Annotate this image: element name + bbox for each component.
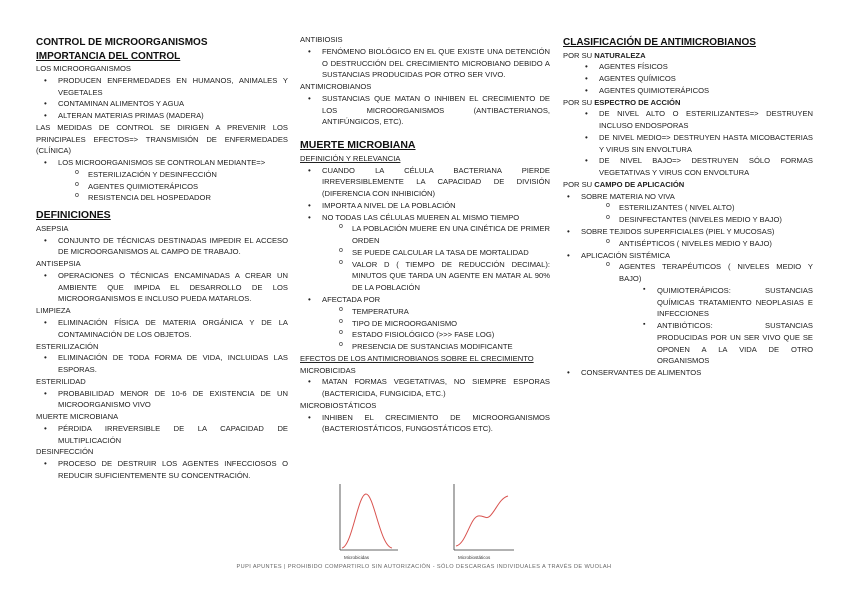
definition-text: • PROCESO DE DESTRUIR LOS AGENTES INFECCIOSOS O REDUCIR SUFICIENTEMENTE SU CONCENTRACIÓN.: [36, 458, 288, 482]
sub-list-item: o ESTERILIZACIÓN Y DESINFECCIÓN: [36, 169, 288, 181]
definition-term: ASEPSIA: [36, 223, 69, 233]
microbicidas-text: • MATAN FORMAS VEGETATIVAS, NO SIEMPRE ESPORAS (BACTERICIDA, FUNGICIDA, ETC.): [300, 376, 550, 400]
sub-list-item: o ANTISÉPTICOS ( NIVELES MEDIO Y BAJO): [563, 238, 813, 250]
campo-heading: [563, 179, 813, 191]
definition-term: LIMPIEZA: [36, 306, 71, 316]
definition-text: • CONJUNTO DE TÉCNICAS DESTINADAS IMPEDIR EL ACCESO DE MICROORGANISMOS AL CAMPO DE TRABAJO.: [36, 235, 288, 259]
list-item: • CUANDO LA CÉLULA BACTERIANA PIERDE IRREVERSIBLEMENTE LA CAPACIDAD DE DIVISIÓN (DIFERENCIA CON INHIBICIÓN): [300, 165, 550, 200]
sub-heading-efectos: EFECTOS DE LOS ANTIMICROBIANOS SOBRE EL CRECIMIENTO: [300, 353, 534, 363]
sub-heading-definicion: DEFINICIÓN Y RELEVANCIA: [300, 153, 401, 163]
list-item: • CONSERVANTES DE ALIMENTOS: [563, 367, 813, 379]
list-item-text: NO TODAS LAS CÉLULAS MUEREN AL MISMO TIEMPO: [322, 212, 520, 222]
prefix-text: POR SU: [563, 97, 595, 107]
muerte-list: [300, 165, 550, 353]
definition-text: • OPERACIONES O TÉCNICAS ENCAMINADAS A CREAR UN AMBIENTE QUE IMPIDA EL DESARROLLO DE LOS MICROORGANISMOS E INCLUSO PUEDA MATARLOS.: [36, 270, 288, 305]
definition-term: MUERTE MICROBIANA: [36, 412, 119, 422]
document-title: CONTROL DE MICROORGANISMOS: [36, 37, 208, 48]
tejidos-sublist: [563, 238, 813, 250]
sub-list-item: [563, 261, 813, 367]
definition-term: ESTERILIDAD: [36, 376, 86, 386]
factors-sublist: [300, 306, 550, 353]
list-item: [300, 294, 550, 353]
list-item: • AGENTES QUÍMICOS: [563, 73, 813, 85]
sub-list-item: o AGENTES QUIMIOTERÁPICOS: [36, 181, 288, 193]
footer-notice: PUPI APUNTES | PROHIBIDO COMPARTIRLO SIN AUTORIZACIÓN - SÓLO DESCARGAS INDIVIDUALES A TRAVÉS DE WUOLAH: [236, 564, 612, 570]
definition-term: DESINFECCIÓN: [36, 447, 94, 457]
microbiostaticos-curve: [456, 496, 508, 546]
prefix-text: POR SU: [563, 50, 595, 60]
sub-list-item: o PRESENCIA DE SUSTANCIAS MODIFICANTE: [300, 341, 550, 353]
list-item: • DE NIVEL MEDIO=> DESTRUYEN HASTA MICOBACTERIAS Y VIRUS SIN ENVOLTURA: [563, 132, 813, 156]
microbiostaticos-label: MICROBIOSTÁTICOS: [300, 400, 377, 410]
section-heading-importancia: IMPORTANCIA DEL CONTROL: [36, 50, 181, 62]
microbicidas-graph: [340, 484, 398, 560]
sub-list-item: o SE PUEDE CALCULAR LA TASA DE MORTALIDAD: [300, 247, 550, 259]
list-item: • DE NIVEL ALTO O ESTERILIZANTES=> DESTRUYEN INCLUSO ENDOSPORAS: [563, 108, 813, 132]
section-heading-clasificacion: CLASIFICACIÓN DE ANTIMICROBIANOS: [563, 37, 756, 48]
microbicidas-label: MICROBICIDAS: [300, 365, 356, 375]
intro-text: LOS MICROORGANISMOS: [36, 64, 131, 73]
list-item: • ALTERAN MATERIAS PRIMAS (MADERA): [36, 110, 288, 122]
microbiostaticos-graph-label: Microbiostáticos: [458, 555, 491, 560]
list-item: • DE NIVEL BAJO=> DESTRUYEN SÓLO FORMAS VEGETATIVAS Y VIRUS CON ENVOLTURA: [563, 155, 813, 179]
sub-list-item: o LA POBLACIÓN MUERE EN UNA CINÉTICA DE PRIMER ORDEN: [300, 223, 550, 247]
list-item: [563, 250, 813, 368]
section-heading-muerte: MUERTE MICROBIANA: [300, 139, 416, 152]
column-1: [36, 36, 288, 482]
microbicidas-graph-label: Microbicidas: [344, 555, 370, 560]
sub-list-item: o VALOR D ( TIEMPO DE REDUCCIÓN DECIMAL): MINUTOS QUE TARDA UN AGENTE EN MATAR AL 90% DE LA POBLACIÓN: [300, 259, 550, 294]
control-list: [36, 157, 288, 204]
sub-list-item: o TEMPERATURA: [300, 306, 550, 318]
list-item: • IMPORTA A NIVEL DE LA POBLACIÓN: [300, 200, 550, 212]
list-item-text: SOBRE MATERIA NO VIVA: [581, 191, 675, 201]
list-item: • AGENTES QUIMIOTERÁPICOS: [563, 85, 813, 97]
list-item: • PRODUCEN ENFERMEDADES EN HUMANOS, ANIMALES Y VEGETALES: [36, 75, 288, 99]
list-item: [36, 157, 288, 204]
definition-text: • ELIMINACIÓN DE TODA FORMA DE VIDA, INCLUIDAS LAS ESPORAS.: [36, 352, 288, 376]
sub-list-item: o TIPO DE MICROORGANISMO: [300, 318, 550, 330]
list-item: [563, 191, 813, 226]
sistemica-sublist: [563, 261, 813, 367]
antibiosis-label: ANTIBIOSIS: [300, 35, 343, 44]
microbiostaticos-text: • INHIBEN EL CRECIMIENTO DE MICROORGANISMOS (BACTERIOSTÁTICOS, FUNGOSTÁTICOS ETC).: [300, 412, 550, 436]
campo-list: [563, 191, 813, 379]
control-sublist: [36, 169, 288, 204]
sub-list-item: o ESTADO FISIOLÓGICO (>>> FASE LOG): [300, 329, 550, 341]
sub-sub-list-item: ▪ QUIMIOTERÁPICOS: SUSTANCIAS QUÍMICAS TRATAMIENTO NEOPLASIAS E INFECCIONES: [563, 285, 813, 320]
control-bullet-text: LOS MICROORGANISMOS SE CONTROLAN MEDIANTE=>: [58, 158, 266, 168]
sub-list-item: o ESTERILIZANTES ( NIVEL ALTO): [563, 202, 813, 214]
sub-sub-list-item: ▪ ANTIBIÓTICOS: SUSTANCIAS PRODUCIDAS POR UN SER VIVO QUE SE OPONEN A LA VIDA DE OTRO ORGANISMOS: [563, 320, 813, 367]
list-item: • AGENTES FÍSICOS: [563, 61, 813, 73]
sub-list-item: o DESINFECTANTES (NIVELES MEDIO Y BAJO): [563, 214, 813, 226]
antibiosis-text: • FENÓMENO BIOLÓGICO EN EL QUE EXISTE UNA DETENCIÓN O DESTRUCCIÓN DEL CRECIMIENTO MICROBIANO DEBIDO A SUSTANCIAS PRODUCIDAS POR OTRO SER VIVO.: [300, 46, 550, 81]
espectro-heading: [563, 97, 813, 109]
definition-text: • PROBABILIDAD MENOR DE 10-6 DE EXISTENCIA DE UN MICROORGANISMO VIVO: [36, 388, 288, 412]
list-item-text: AFECTADA POR: [322, 295, 381, 304]
definition-term: ESTERILIZACIÓN: [36, 341, 99, 351]
espectro-list: [563, 108, 813, 179]
muerte-sublist: [300, 223, 550, 294]
sub-list-item: o RESISTENCIA DEL HOSPEDADOR: [36, 192, 288, 204]
sub-list-item-text: AGENTES TERAPÉUTICOS ( NIVELES MEDIO Y BAJO): [619, 262, 813, 284]
column-3: [563, 36, 813, 379]
naturaleza-heading: [563, 50, 813, 62]
list-item: • CONTAMINAN ALIMENTOS Y AGUA: [36, 98, 288, 110]
terapeuticos-sublist: [563, 285, 813, 367]
microbiostaticos-graph: [454, 484, 514, 560]
section-heading-definiciones: DEFINICIONES: [36, 209, 111, 222]
list-item-text: SOBRE TEJIDOS SUPERFICIALES (PIEL Y MUCOSAS): [581, 226, 775, 236]
list-item-text: APLICACIÓN SISTÉMICA: [581, 250, 671, 260]
antimicrobianos-label: ANTIMICROBIANOS: [300, 82, 372, 92]
naturaleza-list: [563, 61, 813, 96]
microbicidas-curve: [342, 494, 392, 548]
control-paragraph: LAS MEDIDAS DE CONTROL SE DIRIGEN A PREVENIR LOS PRINCIPALES EFECTOS=> TRANSMISIÓN DE ENFERMEDADES (CLÍNICA): [36, 122, 288, 156]
importance-list: [36, 75, 288, 122]
bold-text: NATURALEZA: [594, 50, 646, 60]
list-item: [563, 226, 813, 250]
bold-text: CAMPO DE APLICACIÓN: [594, 179, 685, 189]
definition-text: • ELIMINACIÓN FÍSICA DE MATERIA ORGÁNICA Y DE LA CONTAMINACIÓN DE LOS OBJETOS.: [36, 317, 288, 341]
bold-text: ESPECTRO DE ACCIÓN: [594, 97, 681, 107]
materia-sublist: [563, 202, 813, 226]
list-item: [300, 212, 550, 294]
definition-text: • PÉRDIDA IRREVERSIBLE DE LA CAPACIDAD DE MULTIPLICACIÓN: [36, 423, 288, 447]
growth-curves-svg: [336, 482, 516, 562]
definition-term: ANTISEPSIA: [36, 259, 81, 269]
prefix-text: POR SU: [563, 179, 595, 189]
antimicrobianos-text: • SUSTANCIAS QUE MATAN O INHIBEN EL CRECIMIENTO DE LOS MICROORGANISMOS (ANTIBACTERIANOS, ANTIFÚNGICOS, ETC).: [300, 93, 550, 128]
column-2: [300, 34, 550, 435]
growth-curves-figure: [336, 482, 516, 562]
